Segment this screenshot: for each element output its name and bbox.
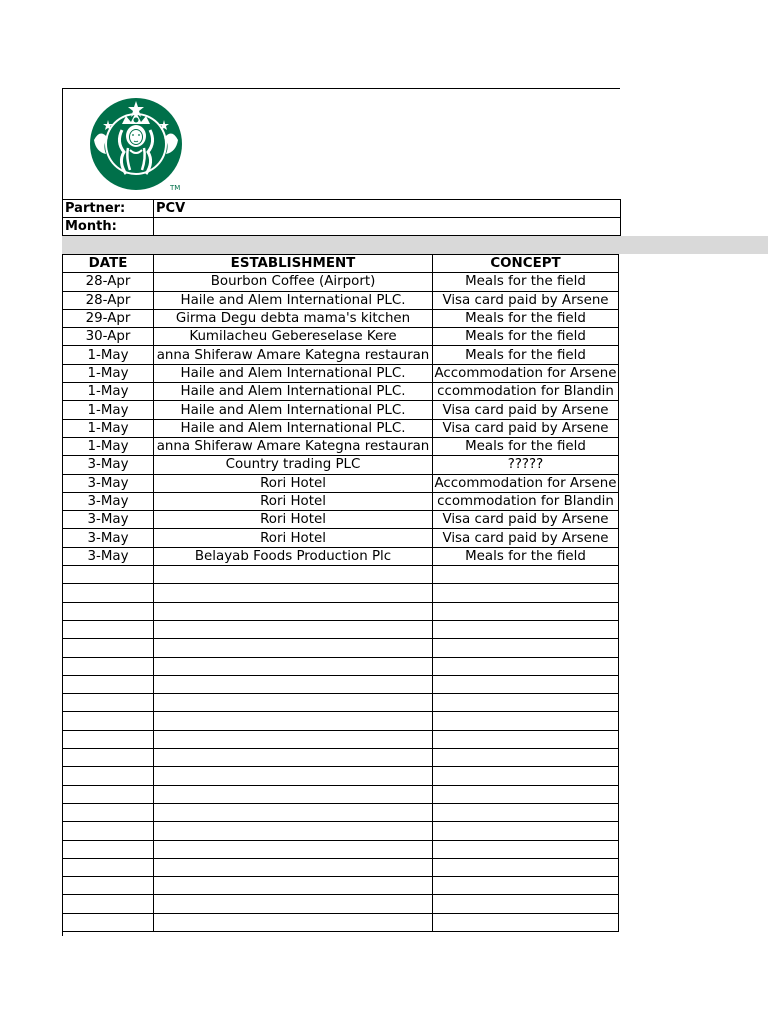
- starbucks-logo-icon: [86, 98, 192, 194]
- empty-date-cell[interactable]: [63, 767, 154, 785]
- date-cell[interactable]: 1-May: [63, 401, 154, 419]
- empty-table-row: [63, 858, 619, 876]
- empty-date-cell[interactable]: [63, 749, 154, 767]
- empty-table-row: [63, 840, 619, 858]
- section-divider-band: [62, 236, 768, 254]
- empty-concept-cell[interactable]: [433, 657, 619, 675]
- column-header-establishment: ESTABLISHMENT: [154, 255, 433, 273]
- empty-establishment-cell[interactable]: [154, 657, 433, 675]
- table-row: [63, 529, 619, 547]
- date-cell[interactable]: 3-May: [63, 474, 154, 492]
- empty-concept-cell[interactable]: [433, 639, 619, 657]
- table-row: [63, 456, 619, 474]
- date-cell[interactable]: 1-May: [63, 419, 154, 437]
- empty-table-row: [63, 620, 619, 638]
- empty-concept-cell[interactable]: [433, 712, 619, 730]
- date-cell[interactable]: 30-Apr: [63, 328, 154, 346]
- column-header-date: DATE: [63, 255, 154, 273]
- empty-establishment-cell[interactable]: [154, 785, 433, 803]
- empty-date-cell[interactable]: [63, 657, 154, 675]
- empty-table-row: [63, 675, 619, 693]
- empty-date-cell[interactable]: [63, 877, 154, 895]
- empty-date-cell[interactable]: [63, 712, 154, 730]
- empty-date-cell[interactable]: [63, 566, 154, 584]
- empty-table-row: [63, 657, 619, 675]
- trademark-mark: TM: [170, 184, 181, 192]
- establishment-cell[interactable]: Haile and Alem International PLC.: [154, 364, 433, 382]
- empty-concept-cell[interactable]: [433, 785, 619, 803]
- empty-table-row: [63, 767, 619, 785]
- table-body: [63, 273, 619, 932]
- table-row: [63, 547, 619, 565]
- concept-cell[interactable]: Meals for the field: [433, 437, 619, 455]
- empty-establishment-cell[interactable]: [154, 730, 433, 748]
- concept-cell[interactable]: Visa card paid by Arsene: [433, 291, 619, 309]
- empty-establishment-cell[interactable]: [154, 822, 433, 840]
- date-cell[interactable]: 29-Apr: [63, 309, 154, 327]
- empty-table-row: [63, 877, 619, 895]
- empty-table-row: [63, 694, 619, 712]
- empty-date-cell[interactable]: [63, 730, 154, 748]
- empty-concept-cell[interactable]: [433, 803, 619, 821]
- establishment-cell[interactable]: Bourbon Coffee (Airport): [154, 273, 433, 291]
- concept-cell[interactable]: Visa card paid by Arsene: [433, 511, 619, 529]
- table-row: [63, 309, 619, 327]
- concept-cell[interactable]: Meals for the field: [433, 309, 619, 327]
- month-label: Month:: [63, 218, 154, 236]
- empty-establishment-cell[interactable]: [154, 913, 433, 931]
- establishment-cell[interactable]: anna Shiferaw Amare Kategna restauran: [154, 437, 433, 455]
- empty-concept-cell[interactable]: [433, 895, 619, 913]
- empty-table-row: [63, 712, 619, 730]
- empty-establishment-cell[interactable]: [154, 675, 433, 693]
- expense-table: [62, 254, 619, 932]
- empty-table-row: [63, 639, 619, 657]
- concept-cell[interactable]: ccommodation for Blandin: [433, 492, 619, 510]
- establishment-cell[interactable]: Rori Hotel: [154, 529, 433, 547]
- table-row: [63, 291, 619, 309]
- establishment-cell[interactable]: Kumilacheu Gebereselase Kere: [154, 328, 433, 346]
- column-header-concept: CONCEPT: [433, 255, 619, 273]
- empty-concept-cell[interactable]: [433, 675, 619, 693]
- empty-concept-cell[interactable]: [433, 694, 619, 712]
- empty-concept-cell[interactable]: [433, 620, 619, 638]
- empty-establishment-cell[interactable]: [154, 694, 433, 712]
- empty-concept-cell[interactable]: [433, 749, 619, 767]
- empty-concept-cell[interactable]: [433, 767, 619, 785]
- empty-concept-cell[interactable]: [433, 822, 619, 840]
- table-row: [63, 511, 619, 529]
- empty-date-cell[interactable]: [63, 620, 154, 638]
- empty-date-cell[interactable]: [63, 895, 154, 913]
- empty-concept-cell[interactable]: [433, 566, 619, 584]
- empty-concept-cell[interactable]: [433, 877, 619, 895]
- concept-cell[interactable]: ?????: [433, 456, 619, 474]
- empty-establishment-cell[interactable]: [154, 840, 433, 858]
- empty-establishment-cell[interactable]: [154, 877, 433, 895]
- header-info-table: [62, 199, 621, 236]
- date-cell[interactable]: 3-May: [63, 511, 154, 529]
- date-cell[interactable]: 1-May: [63, 383, 154, 401]
- empty-establishment-cell[interactable]: [154, 639, 433, 657]
- date-cell[interactable]: 1-May: [63, 364, 154, 382]
- empty-establishment-cell[interactable]: [154, 858, 433, 876]
- partner-row: [63, 200, 621, 218]
- empty-date-cell[interactable]: [63, 785, 154, 803]
- establishment-cell[interactable]: Rori Hotel: [154, 511, 433, 529]
- empty-table-row: [63, 913, 619, 931]
- date-cell[interactable]: 1-May: [63, 346, 154, 364]
- date-cell[interactable]: 28-Apr: [63, 273, 154, 291]
- partner-value[interactable]: PCV: [154, 200, 621, 218]
- empty-date-cell[interactable]: [63, 840, 154, 858]
- concept-cell[interactable]: Meals for the field: [433, 328, 619, 346]
- empty-establishment-cell[interactable]: [154, 767, 433, 785]
- empty-table-row: [63, 602, 619, 620]
- empty-table-row: [63, 584, 619, 602]
- table-row: [63, 492, 619, 510]
- establishment-cell[interactable]: Haile and Alem International PLC.: [154, 419, 433, 437]
- empty-date-cell[interactable]: [63, 694, 154, 712]
- empty-establishment-cell[interactable]: [154, 566, 433, 584]
- establishment-cell[interactable]: Haile and Alem International PLC.: [154, 401, 433, 419]
- empty-date-cell[interactable]: [63, 913, 154, 931]
- empty-date-cell[interactable]: [63, 858, 154, 876]
- sheet-top-border: [62, 88, 620, 89]
- empty-table-row: [63, 822, 619, 840]
- concept-cell[interactable]: Visa card paid by Arsene: [433, 401, 619, 419]
- table-header-row: [63, 255, 619, 273]
- table-row: [63, 419, 619, 437]
- month-row: [63, 218, 621, 236]
- empty-concept-cell[interactable]: [433, 840, 619, 858]
- month-value[interactable]: [154, 218, 621, 236]
- empty-table-row: [63, 566, 619, 584]
- empty-establishment-cell[interactable]: [154, 749, 433, 767]
- empty-date-cell[interactable]: [63, 639, 154, 657]
- establishment-cell[interactable]: Rori Hotel: [154, 474, 433, 492]
- date-cell[interactable]: 3-May: [63, 492, 154, 510]
- table-row: [63, 364, 619, 382]
- establishment-cell[interactable]: Country trading PLC: [154, 456, 433, 474]
- establishment-cell[interactable]: Girma Degu debta mama's kitchen: [154, 309, 433, 327]
- empty-establishment-cell[interactable]: [154, 602, 433, 620]
- empty-establishment-cell[interactable]: [154, 895, 433, 913]
- concept-cell[interactable]: Accommodation for Arsene: [434, 475, 617, 491]
- concept-cell[interactable]: Visa card paid by Arsene: [433, 419, 619, 437]
- date-cell[interactable]: 3-May: [63, 547, 154, 565]
- concept-cell[interactable]: Meals for the field: [433, 547, 619, 565]
- empty-establishment-cell[interactable]: [154, 803, 433, 821]
- empty-establishment-cell[interactable]: [154, 712, 433, 730]
- concept-cell[interactable]: Accommodation for Arsene: [434, 365, 617, 381]
- empty-table-row: [63, 749, 619, 767]
- concept-cell[interactable]: Meals for the field: [433, 273, 619, 291]
- date-cell[interactable]: 28-Apr: [63, 291, 154, 309]
- empty-concept-cell[interactable]: [433, 584, 619, 602]
- concept-cell[interactable]: Meals for the field: [433, 346, 619, 364]
- empty-establishment-cell[interactable]: [154, 620, 433, 638]
- table-row: [63, 346, 619, 364]
- establishment-cell[interactable]: Rori Hotel: [154, 492, 433, 510]
- concept-cell[interactable]: ccommodation for Blandin: [433, 383, 619, 401]
- date-cell[interactable]: 3-May: [63, 456, 154, 474]
- table-row: [63, 401, 619, 419]
- empty-concept-cell[interactable]: [433, 602, 619, 620]
- establishment-cell[interactable]: Belayab Foods Production Plc: [154, 547, 433, 565]
- empty-concept-cell[interactable]: [433, 913, 619, 931]
- empty-table-row: [63, 895, 619, 913]
- table-row: [63, 328, 619, 346]
- empty-establishment-cell[interactable]: [154, 584, 433, 602]
- concept-cell[interactable]: Visa card paid by Arsene: [433, 529, 619, 547]
- empty-table-row: [63, 785, 619, 803]
- empty-date-cell[interactable]: [63, 803, 154, 821]
- establishment-cell[interactable]: Haile and Alem International PLC.: [154, 291, 433, 309]
- empty-table-row: [63, 730, 619, 748]
- table-row: [63, 474, 619, 492]
- empty-date-cell[interactable]: [63, 822, 154, 840]
- empty-date-cell[interactable]: [63, 584, 154, 602]
- empty-concept-cell[interactable]: [433, 730, 619, 748]
- date-cell[interactable]: 3-May: [63, 529, 154, 547]
- empty-date-cell[interactable]: [63, 675, 154, 693]
- partner-label: Partner:: [63, 200, 154, 218]
- date-cell[interactable]: 1-May: [63, 437, 154, 455]
- empty-concept-cell[interactable]: [433, 858, 619, 876]
- table-row: [63, 273, 619, 291]
- empty-date-cell[interactable]: [63, 602, 154, 620]
- establishment-cell[interactable]: Haile and Alem International PLC.: [154, 383, 433, 401]
- establishment-cell[interactable]: anna Shiferaw Amare Kategna restauran: [154, 346, 433, 364]
- table-row: [63, 383, 619, 401]
- empty-table-row: [63, 803, 619, 821]
- table-row: [63, 437, 619, 455]
